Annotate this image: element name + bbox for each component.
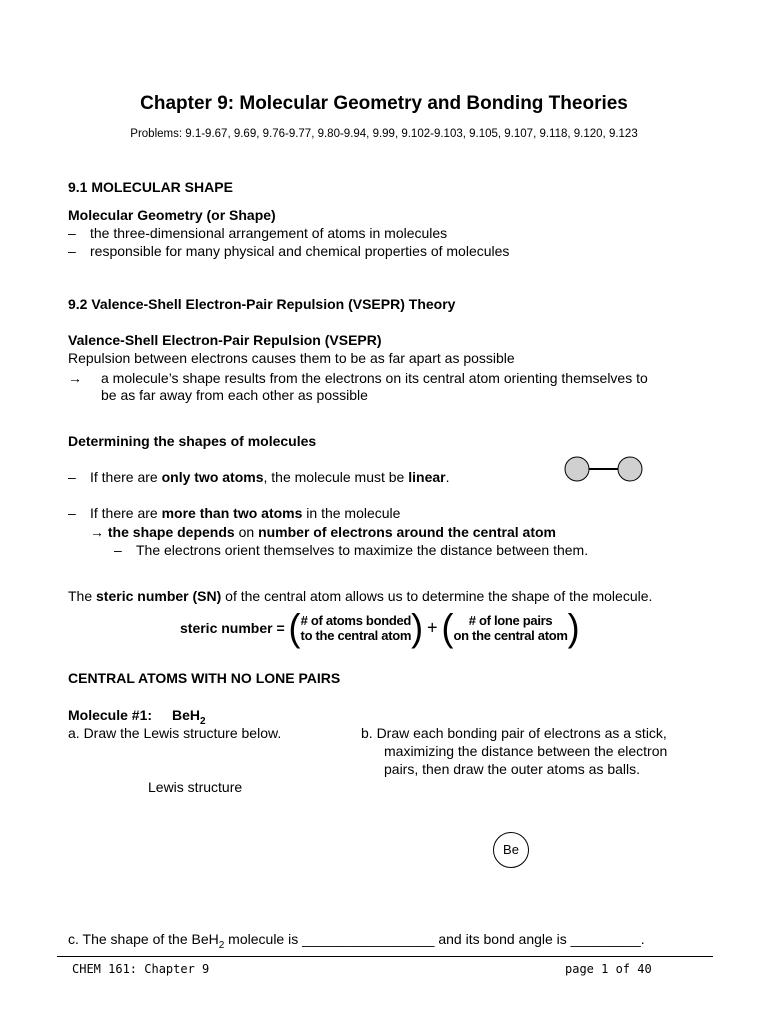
term-line: on the central atom — [453, 628, 568, 643]
text-bold: steric number (SN) — [96, 588, 222, 604]
left-paren: ( — [441, 605, 454, 649]
molecule-1-label — [68, 707, 206, 727]
dash: – — [68, 469, 76, 485]
arrow-icon: → — [90, 524, 104, 540]
term-line: to the central atom — [300, 628, 412, 643]
text: on — [234, 524, 259, 540]
text: molecule is _________________ and its bond angle is _________. — [224, 931, 645, 947]
part-c-text — [68, 931, 645, 951]
vsepr-subheading: Valence-Shell Electron-Pair Repulsion (VSEPR) — [68, 332, 382, 348]
text-bold: number of electrons around the central atom — [258, 524, 556, 540]
orient-line — [114, 542, 588, 558]
bullet-text: responsible for many physical and chemical properties of molecules — [90, 243, 510, 259]
footer-rule — [57, 956, 713, 957]
section-9-2-heading: 9.2 Valence-Shell Electron-Pair Repulsion (VSEPR) Theory — [68, 296, 456, 312]
page-title: Chapter 9: Molecular Geometry and Bonding Theories — [140, 93, 628, 114]
text: c. The shape of the BeH — [68, 931, 219, 947]
plus-sign: + — [427, 617, 438, 638]
molecular-geometry-subheading: Molecular Geometry (or Shape) — [68, 207, 276, 223]
geometry-bullet-2 — [68, 243, 509, 259]
text-bold: the shape depends — [107, 524, 235, 540]
arrow-icon: → — [68, 370, 82, 386]
dash: – — [68, 505, 76, 521]
section-9-1-heading: 9.1 MOLECULAR SHAPE — [68, 179, 233, 195]
problems-list: Problems: 9.1-9.67, 9.69, 9.76-9.77, 9.80-9.94, 9.99, 9.102-9.103, 9.105, 9.107, 9.118, 9.120, 9.123 — [130, 128, 638, 140]
text-bold: more than two atoms — [161, 505, 303, 521]
text-bold: linear — [408, 469, 446, 485]
part-b-line-3: pairs, then draw the outer atoms as balls. — [384, 761, 641, 777]
text: The — [68, 588, 97, 604]
atom-ball-right — [618, 457, 642, 481]
subscript: 2 — [218, 939, 225, 951]
shape-depends-line — [90, 524, 556, 540]
text-bold: only two atoms — [161, 469, 264, 485]
geometry-bullet-1 — [68, 225, 447, 241]
dash: – — [114, 542, 122, 558]
steric-intro — [68, 588, 652, 604]
formula: BeH — [172, 707, 201, 723]
term-line: # of lone pairs — [468, 613, 553, 628]
text: , the molecule must be — [263, 469, 409, 485]
text: of the central atom allows us to determine the shape of the molecule. — [221, 588, 653, 604]
text: The electrons orient themselves to maximize the distance between them. — [136, 542, 589, 558]
text: If there are — [90, 469, 162, 485]
text: . — [445, 469, 450, 485]
two-atoms-line — [68, 469, 450, 485]
lone-pairs-term — [453, 613, 567, 643]
right-paren: ) — [411, 605, 424, 649]
text: If there are — [90, 505, 162, 521]
steric-number-formula — [180, 605, 580, 649]
determining-shapes-heading: Determining the shapes of molecules — [68, 433, 317, 449]
linear-molecule-diagram — [560, 454, 650, 486]
text-bold: Molecule #1: — [68, 707, 153, 723]
central-atoms-heading: CENTRAL ATOMS WITH NO LONE PAIRS — [68, 670, 341, 686]
dash: – — [68, 225, 76, 241]
subscript: 2 — [200, 715, 206, 727]
footer-page-number: page 1 of 40 — [565, 962, 652, 976]
atom-ball-left — [565, 457, 589, 481]
atoms-bonded-term — [301, 613, 412, 643]
part-b-line-1: b. Draw each bonding pair of electrons as a stick, — [361, 725, 667, 741]
lewis-structure-label: Lewis structure — [148, 779, 243, 795]
part-a-text: a. Draw the Lewis structure below. — [68, 725, 282, 741]
right-paren: ) — [567, 605, 580, 649]
arrow-text-line-1: a molecule’s shape results from the electrons on its central atom orienting themselves to — [101, 370, 648, 386]
formula-label: steric number = — [180, 620, 285, 636]
repulsion-text: Repulsion between electrons causes them to be as far apart as possible — [68, 350, 515, 366]
footer-course: CHEM 161: Chapter 9 — [72, 962, 210, 976]
arrow-text-line-2: be as far away from each other as possible — [101, 387, 368, 403]
be-atom-circle: Be — [493, 832, 529, 868]
text: in the molecule — [302, 505, 401, 521]
bullet-text: the three-dimensional arrangement of atoms in molecules — [90, 225, 448, 241]
term-line: # of atoms bonded — [300, 613, 412, 628]
part-b-line-2: maximizing the distance between the electron — [384, 743, 668, 759]
left-paren: ( — [288, 605, 301, 649]
dash: – — [68, 243, 76, 259]
more-atoms-line — [68, 505, 400, 521]
